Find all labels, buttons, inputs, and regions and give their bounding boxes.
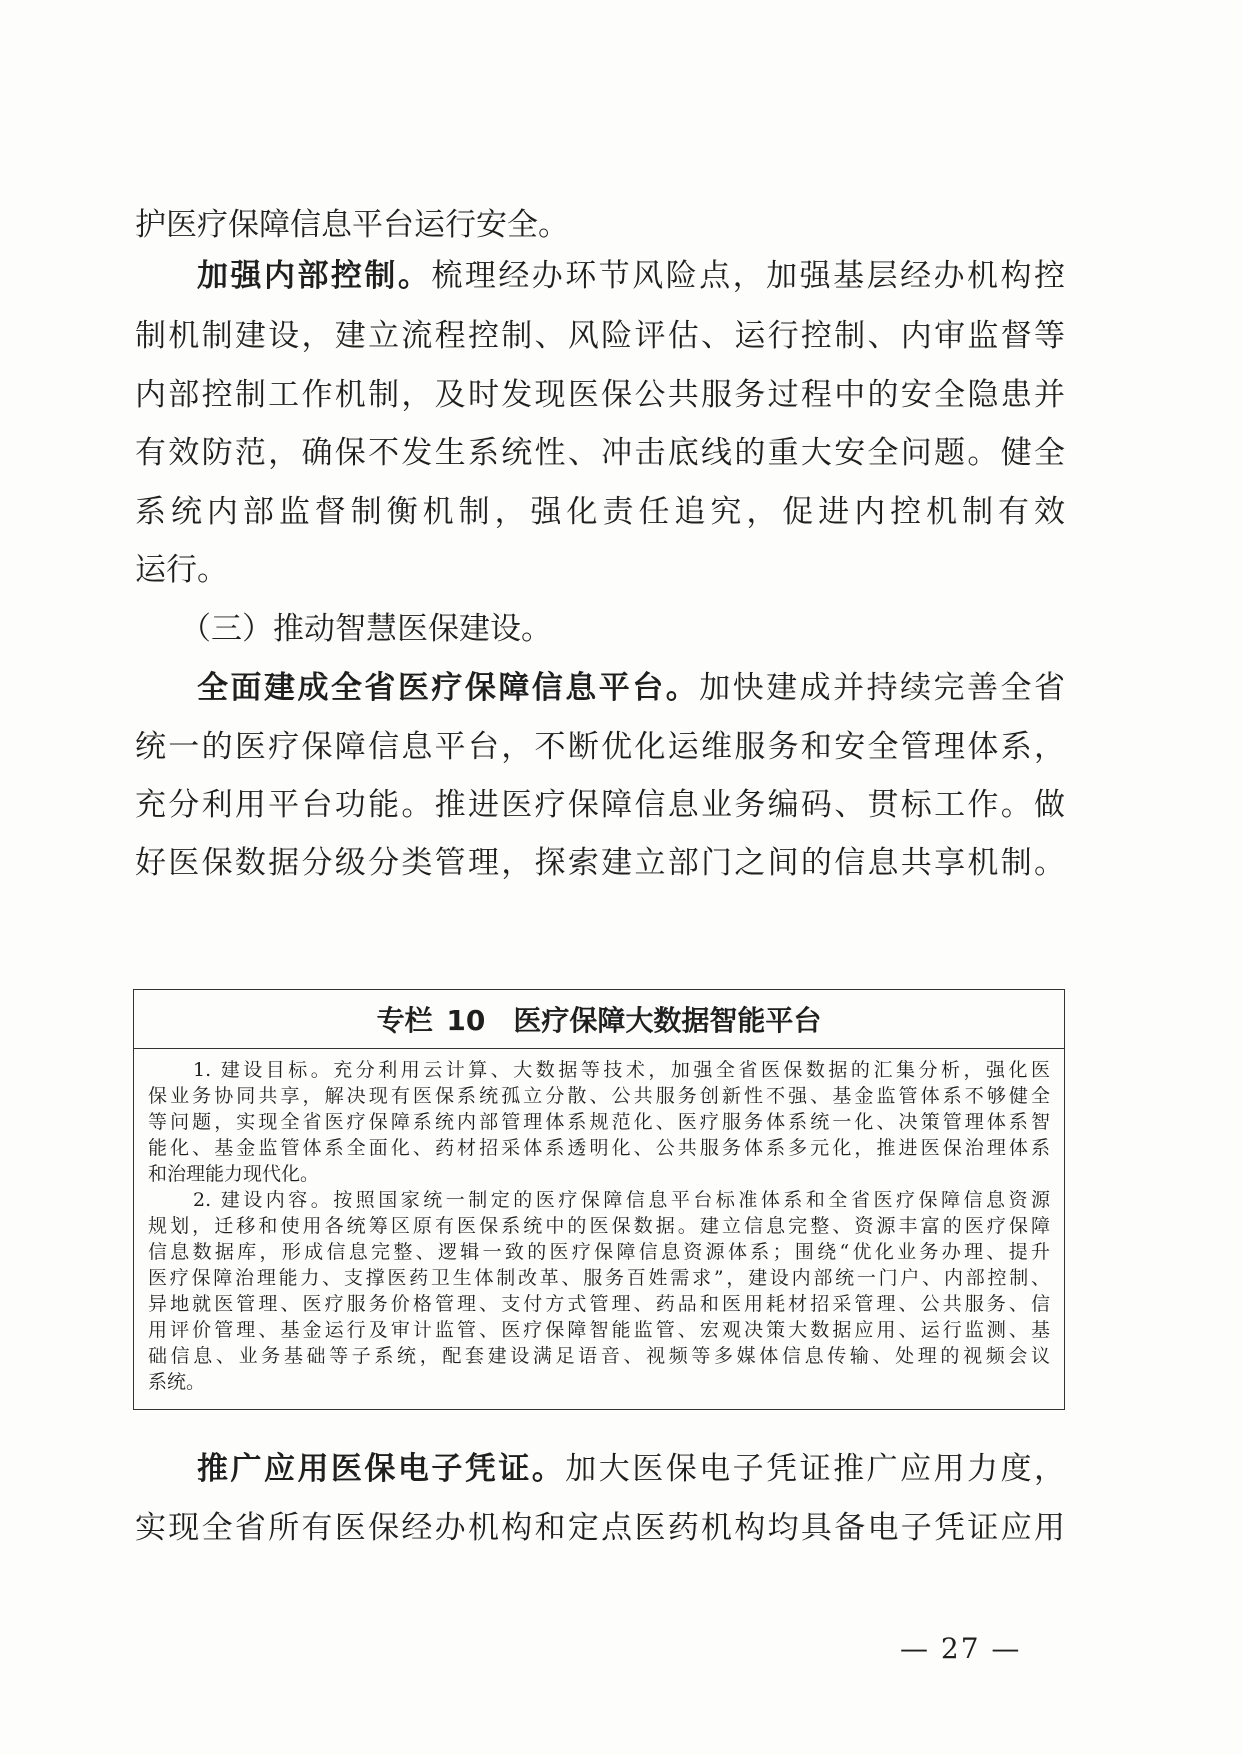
paragraph-line (135, 256, 1065, 296)
paragraph-text: 加大医保电子凭证推广应用力度， (565, 1451, 1065, 1487)
box-line: 和治理能力现代化。 (148, 1163, 320, 1185)
paragraph-text: 梳理经办环节风险点，加强基层经办机构控 (431, 258, 1065, 294)
box-line: 信息数据库，形成信息完整、逻辑一致的医疗保障信息资源体系；围绕“优化业务办理、提升 (148, 1241, 1050, 1263)
box-line: 础信息、业务基础等子系统，配套建设满足语音、视频等多媒体信息传输、处理的视频会议 (148, 1345, 1050, 1367)
paragraph-line: 统一的医疗保障信息平台，不断优化运维服务和安全管理体系， (135, 729, 1065, 765)
paragraph-heading: 全面建成全省医疗保障信息平台。 (197, 670, 700, 706)
paragraph-text: 加快建成并持续完善全省 (699, 670, 1066, 706)
paragraph-line: 充分利用平台功能。推进医疗保障信息业务编码、贯标工作。做 (135, 787, 1065, 823)
box-line: 规划，迁移和使用各统筹区原有医保系统中的医保数据。建立信息完整、资源丰富的医疗保障 (148, 1215, 1050, 1237)
box-line: 能化、基金监管体系全面化、药材招采体系透明化、公共服务体系多元化，推进医保治理体系 (148, 1137, 1050, 1159)
section-heading: （三）推动智慧医保建设。 (180, 611, 552, 647)
page-number: — 27 — (900, 1632, 1022, 1665)
box-line: 系统。 (148, 1371, 206, 1393)
paragraph-line: 好医保数据分级分类管理，探索建立部门之间的信息共享机制。 (135, 845, 1065, 881)
box-line: 异地就医管理、医疗服务价格管理、支付方式管理、药品和医用耗材招采管理、公共服务、信 (148, 1293, 1050, 1315)
paragraph-line: 内部控制工作机制，及时发现医保公共服务过程中的安全隐患并 (135, 377, 1065, 413)
paragraph-line: 系统内部监督制衡机制，强化责任追究，促进内控机制有效 (135, 494, 1065, 530)
box-line: 1. 建设目标。充分利用云计算、大数据等技术，加强全省医保数据的汇集分析，强化医 (148, 1059, 1050, 1081)
box-line: 医疗保障治理能力、支撑医药卫生体制改革、服务百姓需求”，建设内部统一门户、内部控制、 (148, 1267, 1050, 1289)
box-line: 2. 建设内容。按照国家统一制定的医疗保障信息平台标准体系和全省医疗保障信息资源 (148, 1189, 1050, 1211)
paragraph-heading: 加强内部控制。 (197, 258, 432, 294)
paragraph-heading: 推广应用医保电子凭证。 (197, 1451, 566, 1487)
paragraph-line: 运行。 (135, 552, 228, 588)
paragraph-line (135, 668, 1065, 708)
box-line: 用评价管理、基金运行及审计监管、医疗保障智能监管、宏观决策大数据应用、运行监测、基 (148, 1319, 1050, 1341)
box-line: 保业务协同共享，解决现有医保系统孤立分散、公共服务创新性不强、基金监管体系不够健全 (148, 1085, 1050, 1107)
paragraph-line: 制机制建设，建立流程控制、风险评估、运行控制、内审监督等 (135, 318, 1065, 354)
paragraph-line: 实现全省所有医保经办机构和定点医药机构均具备电子凭证应用 (135, 1510, 1065, 1546)
box-line: 等问题，实现全省医疗保障系统内部管理体系规范化、医疗服务体系统一化、决策管理体系智 (148, 1111, 1050, 1133)
paragraph-line (135, 1449, 1065, 1489)
box-title: 专栏 10 医疗保障大数据智能平台 (134, 990, 1064, 1049)
paragraph-line: 有效防范，确保不发生系统性、冲击底线的重大安全问题。健全 (135, 435, 1065, 471)
column-box (133, 989, 1065, 1410)
paragraph-line: 护医疗保障信息平台运行安全。 (135, 207, 569, 243)
